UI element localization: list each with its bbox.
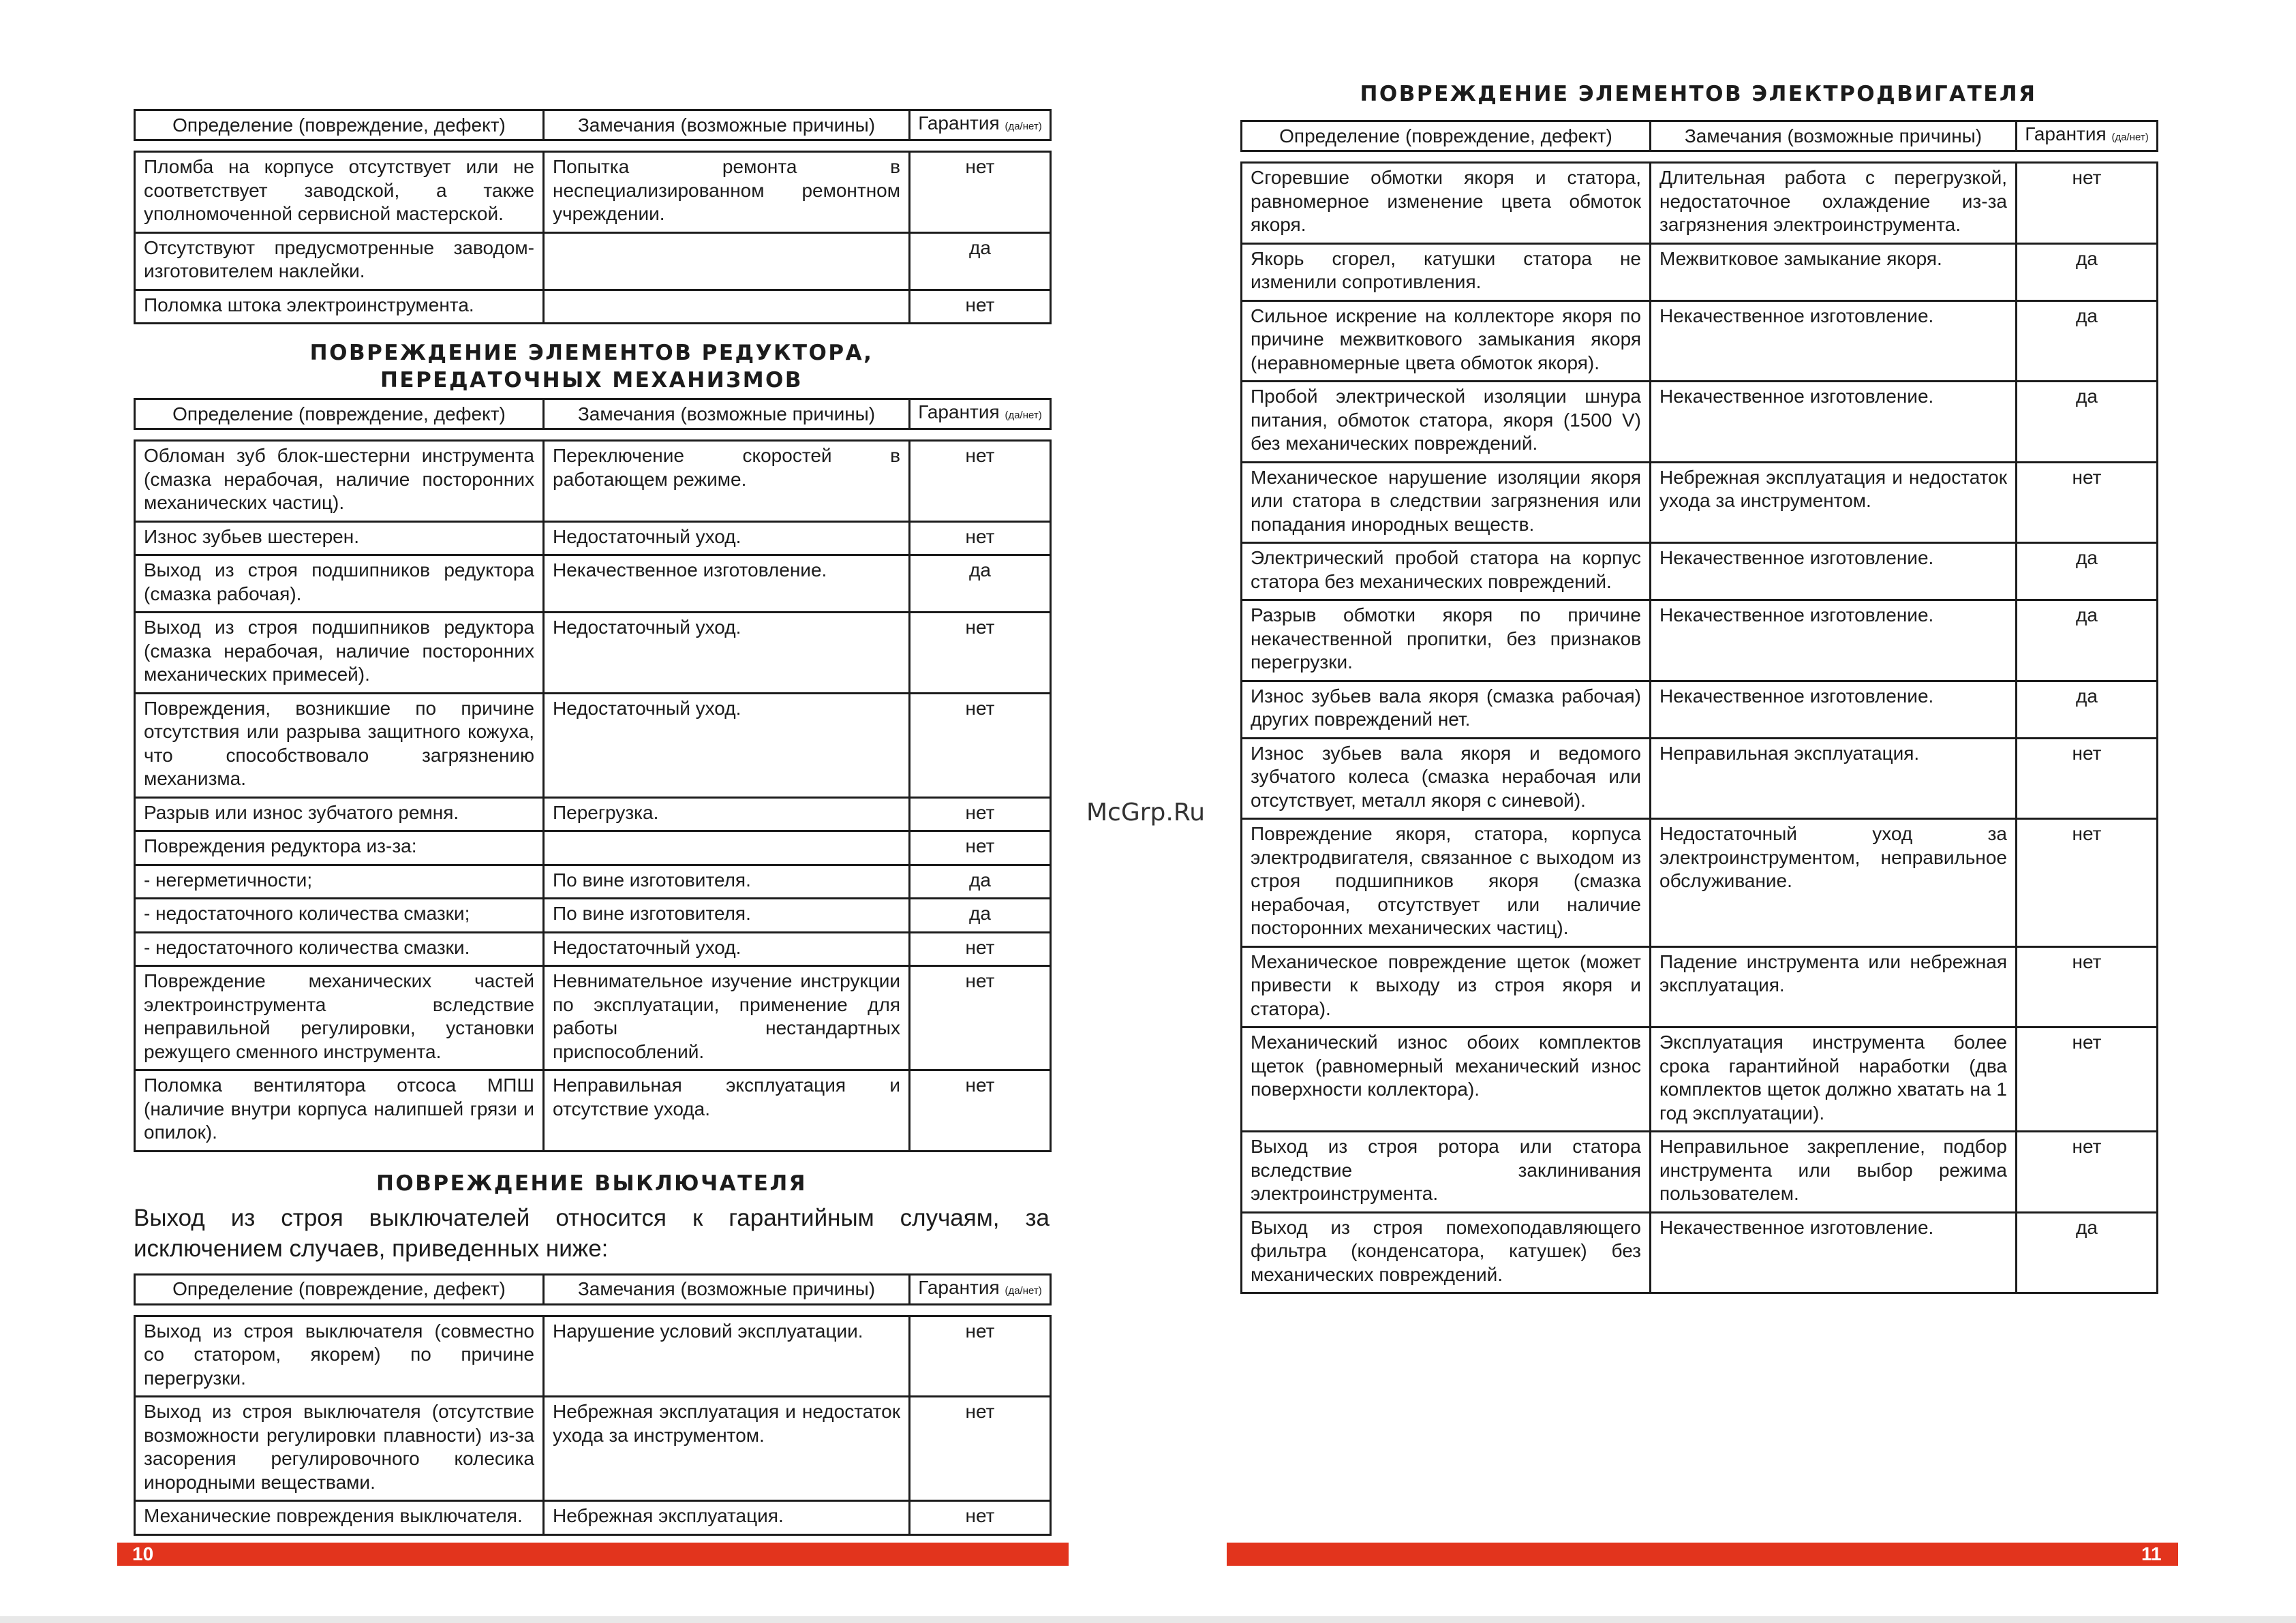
cell-remarks: Переключение скоростей в работающем режиме. — [544, 441, 910, 522]
cell-remarks: Нарушение условий эксплуатации. — [544, 1316, 910, 1397]
cell-guarantee: да — [910, 555, 1051, 613]
table-row — [135, 1316, 1051, 1397]
header-definition: Определение (повреждение, дефект) — [135, 1274, 544, 1304]
cell-definition: Электрический пробой статора на корпус статора без механических повреждений. — [1242, 543, 1651, 600]
cell-guarantee: да — [2017, 382, 2158, 463]
header-guarantee: Гарантия (да/нет) — [910, 1274, 1051, 1304]
table-row — [1242, 738, 2158, 819]
cell-definition: Выход из строя выключателя (отсутствие возможности регулировки плавности) из-за засорения регулировочного колесика инородными веществами. — [135, 1397, 544, 1501]
cell-remarks — [544, 831, 910, 865]
table-row — [1242, 243, 2158, 300]
cell-guarantee: да — [2017, 1212, 2158, 1293]
cell-guarantee: нет — [2017, 462, 2158, 543]
cell-definition: Выход из строя выключателя (совместно со статором, якорем) по причине перегрузки. — [135, 1316, 544, 1397]
table-row — [1242, 946, 2158, 1027]
table-row — [135, 232, 1051, 290]
cell-definition: Повреждение якоря, статора, корпуса электродвигателя, связанное с выходом из строя подшипников якоря (смазка нерабочая, отсутствует или наличие посторонних механических частиц). — [1242, 819, 1651, 947]
header-definition: Определение (повреждение, дефект) — [1242, 121, 1651, 151]
scan-bottom-edge — [0, 1616, 2296, 1623]
table1-header — [134, 109, 1052, 141]
cell-guarantee: да — [2017, 243, 2158, 300]
header-guarantee: Гарантия (да/нет) — [2017, 121, 2158, 151]
cell-definition: Сильное искрение на коллекторе якоря по причине межвиткового замыкания якоря (неравномерные цвета обмоток якоря). — [1242, 300, 1651, 382]
cell-remarks: Некачественное изготовление. — [1651, 543, 2017, 600]
cell-remarks — [544, 290, 910, 324]
cell-remarks: Невнимательное изучение инструкции по эксплуатации, применение для работы нестандартных приспособлений. — [544, 966, 910, 1070]
table-row — [135, 932, 1051, 966]
cell-remarks: Некачественное изготовление. — [544, 555, 910, 613]
table1 — [134, 151, 1052, 324]
section-title-switch: ПОВРЕЖДЕНИЕ ВЫКЛЮЧАТЕЛЯ — [376, 1171, 808, 1196]
table-row — [1242, 300, 2158, 382]
header-guarantee: Гарантия (да/нет) — [910, 110, 1051, 140]
cell-definition: Износ зубьев шестерен. — [135, 521, 544, 555]
table-row — [135, 555, 1051, 613]
cell-definition: Якорь сгорел, катушки статора не изменили сопротивления. — [1242, 243, 1651, 300]
cell-guarantee: нет — [910, 152, 1051, 233]
cell-guarantee: нет — [910, 1070, 1051, 1151]
table-row — [135, 966, 1051, 1070]
cell-guarantee: нет — [2017, 163, 2158, 244]
cell-remarks: Неправильное закрепление, подбор инструмента или выбор режима пользователем. — [1651, 1132, 2017, 1213]
table-row — [135, 290, 1051, 324]
table2 — [134, 439, 1052, 1152]
table-row — [135, 1397, 1051, 1501]
table2-header — [134, 398, 1052, 430]
section-title-reducer: ПОВРЕЖДЕНИЕ ЭЛЕМЕНТОВ РЕДУКТОРА, ПЕРЕДАТОЧНЫХ МЕХАНИЗМОВ — [309, 341, 874, 392]
cell-definition: Механические повреждения выключателя. — [135, 1501, 544, 1535]
cell-definition: Выход из строя подшипников редуктора (смазка нерабочая, наличие посторонних механических примесей). — [135, 613, 544, 694]
table-row — [1242, 382, 2158, 463]
cell-remarks: Межвитковое замыкание якоря. — [1651, 243, 2017, 300]
cell-definition: Износ зубьев вала якоря (смазка рабочая) других повреждений нет. — [1242, 681, 1651, 738]
switch-intro-paragraph: Выход из строя выключателей относится к гарантийным случаям, за исключением случаев, приведенных ниже: — [134, 1204, 1050, 1262]
cell-remarks: Небрежная эксплуатация. — [544, 1501, 910, 1535]
table-row — [1242, 462, 2158, 543]
header-remarks: Замечания (возможные причины) — [544, 399, 910, 429]
cell-definition: - недостаточного количества смазки; — [135, 899, 544, 933]
header-definition: Определение (повреждение, дефект) — [135, 399, 544, 429]
table-row — [1242, 543, 2158, 600]
cell-guarantee: нет — [910, 290, 1051, 324]
page-number-right: 11 — [2141, 1543, 2162, 1564]
table-row — [135, 899, 1051, 933]
cell-guarantee: да — [2017, 543, 2158, 600]
cell-guarantee: нет — [910, 521, 1051, 555]
table-row — [135, 797, 1051, 831]
cell-definition: Износ зубьев вала якоря и ведомого зубчатого колеса (смазка нерабочая или отсутствует, металл якоря с синевой). — [1242, 738, 1651, 819]
cell-guarantee: да — [2017, 300, 2158, 382]
cell-guarantee: нет — [910, 1316, 1051, 1397]
cell-guarantee: да — [2017, 600, 2158, 681]
table-row — [135, 1501, 1051, 1535]
cell-guarantee: нет — [910, 1501, 1051, 1535]
cell-remarks: Недостаточный уход. — [544, 932, 910, 966]
cell-remarks: Недостаточный уход. — [544, 693, 910, 797]
table-row — [1242, 600, 2158, 681]
cell-definition: Пробой электрической изоляции шнура питания, обмоток статора, якоря (1500 V) без механических повреждений. — [1242, 382, 1651, 463]
cell-definition: Поломка вентилятора отсоса МПШ (наличие внутри корпуса налипшей грязи и опилок). — [135, 1070, 544, 1151]
header-guarantee: Гарантия (да/нет) — [910, 399, 1051, 429]
cell-remarks: Неправильная эксплуатация. — [1651, 738, 2017, 819]
cell-definition: Поломка штока электроинструмента. — [135, 290, 544, 324]
table-row — [1242, 1132, 2158, 1213]
cell-remarks: По вине изготовителя. — [544, 865, 910, 899]
table3-header — [134, 1273, 1052, 1305]
cell-guarantee: нет — [910, 797, 1051, 831]
cell-definition: Повреждения, возникшие по причине отсутствия или разрыва защитного кожуха, что способствовало загрязнению механизма. — [135, 693, 544, 797]
table-row — [1242, 163, 2158, 244]
cell-remarks: Недостаточный уход за электроинструментом, неправильное обслуживание. — [1651, 819, 2017, 947]
table-row — [135, 613, 1051, 694]
table-row — [135, 831, 1051, 865]
cell-remarks: Некачественное изготовление. — [1651, 300, 2017, 382]
cell-guarantee: нет — [910, 966, 1051, 1070]
cell-definition: Механическое нарушение изоляции якоря или статора в следствии загрязнения или попадания инородных веществ. — [1242, 462, 1651, 543]
cell-guarantee: да — [910, 865, 1051, 899]
cell-remarks: Небрежная эксплуатация и недостаток ухода за инструментом. — [1651, 462, 2017, 543]
table-row — [135, 152, 1051, 233]
cell-definition: - негерметичности; — [135, 865, 544, 899]
cell-remarks: Небрежная эксплуатация и недостаток ухода за инструментом. — [544, 1397, 910, 1501]
cell-definition: Выход из строя подшипников редуктора (смазка рабочая). — [135, 555, 544, 613]
section-title-motor: ПОВРЕЖДЕНИЕ ЭЛЕМЕНТОВ ЭЛЕКТРОДВИГАТЕЛЯ — [1360, 82, 2037, 106]
cell-guarantee: нет — [2017, 819, 2158, 947]
cell-remarks: Некачественное изготовление. — [1651, 681, 2017, 738]
cell-remarks: Неправильная эксплуатация и отсутствие ухода. — [544, 1070, 910, 1151]
cell-guarantee: да — [2017, 681, 2158, 738]
cell-remarks: Длительная работа с перегрузкой, недостаточное охлаждение из-за загрязнения электроинструмента. — [1651, 163, 2017, 244]
cell-remarks: Эксплуатация инструмента более срока гарантийной наработки (два комплектов щеток должно хватать на 1 год эксплуатации). — [1651, 1027, 2017, 1132]
cell-remarks: Недостаточный уход. — [544, 613, 910, 694]
cell-remarks: Падение инструмента или небрежная эксплуатация. — [1651, 946, 2017, 1027]
cell-remarks: Некачественное изготовление. — [1651, 600, 2017, 681]
header-remarks: Замечания (возможные причины) — [1651, 121, 2017, 151]
cell-guarantee: нет — [910, 613, 1051, 694]
table-row — [1242, 819, 2158, 947]
cell-remarks — [544, 232, 910, 290]
table-row — [1242, 1027, 2158, 1132]
table4 — [1240, 161, 2158, 1294]
cell-definition: Повреждение механических частей электроинструмента вследствие неправильной регулировки, установки режущего сменного инструмента. — [135, 966, 544, 1070]
cell-remarks: Некачественное изготовление. — [1651, 1212, 2017, 1293]
cell-guarantee: нет — [2017, 946, 2158, 1027]
right-page — [1240, 80, 2156, 1294]
cell-definition: Разрыв обмотки якоря по причине некачественной пропитки, без признаков перегрузки. — [1242, 600, 1651, 681]
watermark-text: McGrp.Ru — [1086, 799, 1206, 826]
cell-definition: Повреждения редуктора из-за: — [135, 831, 544, 865]
cell-definition: Отсутствуют предусмотренные заводом-изготовителем наклейки. — [135, 232, 544, 290]
cell-guarantee: нет — [910, 932, 1051, 966]
left-page — [134, 109, 1050, 1536]
table-row — [1242, 1212, 2158, 1293]
cell-definition: Обломан зуб блок-шестерни инструмента (смазка нерабочая, наличие посторонних механических частиц). — [135, 441, 544, 522]
footer-bar-right — [1227, 1543, 2178, 1566]
footer-bar-left — [117, 1543, 1069, 1566]
cell-definition: Механическое повреждение щеток (может привести к выходу из строя якоря и статора). — [1242, 946, 1651, 1027]
cell-guarantee: нет — [2017, 738, 2158, 819]
cell-guarantee: нет — [910, 693, 1051, 797]
cell-guarantee: нет — [910, 831, 1051, 865]
cell-guarantee: нет — [2017, 1027, 2158, 1132]
cell-remarks: Перегрузка. — [544, 797, 910, 831]
table3 — [134, 1315, 1052, 1536]
cell-definition: - недостаточного количества смазки. — [135, 932, 544, 966]
cell-remarks: Недостаточный уход. — [544, 521, 910, 555]
cell-guarantee: да — [910, 232, 1051, 290]
table-row — [135, 441, 1051, 522]
cell-definition: Пломба на корпусе отсутствует или не соответствует заводской, а также уполномоченной сервисной мастерской. — [135, 152, 544, 233]
page-number-left: 10 — [132, 1543, 154, 1564]
table-row — [135, 521, 1051, 555]
table-row — [135, 693, 1051, 797]
header-definition: Определение (повреждение, дефект) — [135, 110, 544, 140]
table-row — [135, 865, 1051, 899]
cell-definition: Выход из строя помехоподавляющего фильтра (конденсатора, катушек) без механических повреждений. — [1242, 1212, 1651, 1293]
cell-remarks: Попытка ремонта в неспециализированном ремонтном учреждении. — [544, 152, 910, 233]
cell-definition: Выход из строя ротора или статора вследствие заклинивания электроинструмента. — [1242, 1132, 1651, 1213]
header-remarks: Замечания (возможные причины) — [544, 1274, 910, 1304]
cell-guarantee: нет — [910, 1397, 1051, 1501]
cell-definition: Разрыв или износ зубчатого ремня. — [135, 797, 544, 831]
cell-guarantee: нет — [910, 441, 1051, 522]
cell-guarantee: да — [910, 899, 1051, 933]
table-row — [1242, 681, 2158, 738]
cell-remarks: По вине изготовителя. — [544, 899, 910, 933]
cell-remarks: Некачественное изготовление. — [1651, 382, 2017, 463]
cell-guarantee: нет — [2017, 1132, 2158, 1213]
cell-definition: Сгоревшие обмотки якоря и статора, равномерное изменение цвета обмоток якоря. — [1242, 163, 1651, 244]
header-remarks: Замечания (возможные причины) — [544, 110, 910, 140]
table-row — [135, 1070, 1051, 1151]
table4-header — [1240, 120, 2158, 152]
cell-definition: Механический износ обоих комплектов щеток (равномерный механический износ поверхности коллектора). — [1242, 1027, 1651, 1132]
